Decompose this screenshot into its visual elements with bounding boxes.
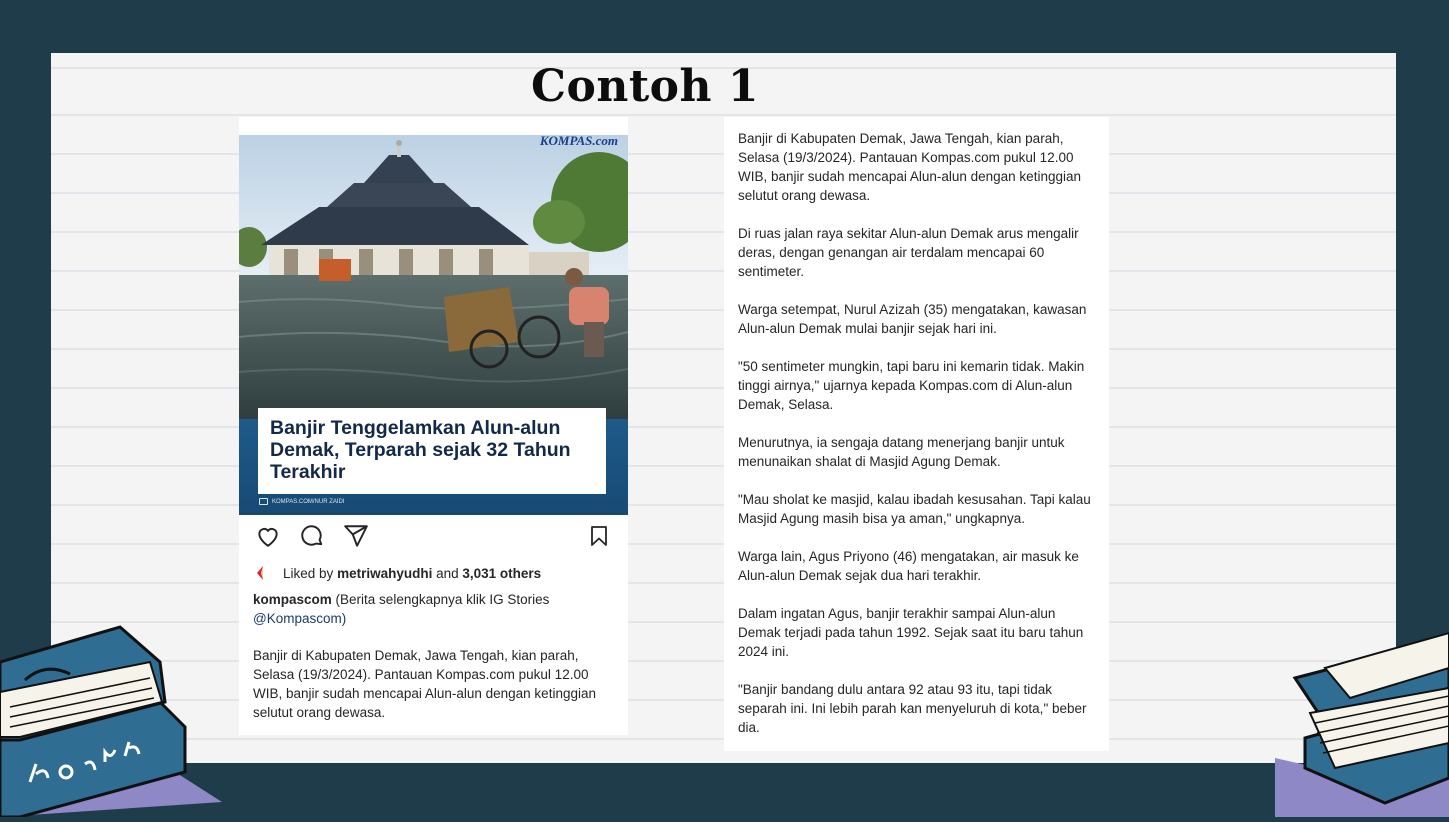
book-stack-left-illustration — [0, 622, 225, 822]
caption-text: (Berita selengkapnya klik IG Stories — [335, 592, 550, 607]
post-body-text: Banjir di Kabupaten Demak, Jawa Tengah, kian parah, Selasa (19/3/2024). Pantauan Kompas.com pukul 12.00 WIB, banjir sudah mencapai Alun-alun dengan ketinggian selutut orang dewasa. — [253, 648, 596, 720]
headline-box — [258, 408, 606, 494]
instagram-post — [239, 117, 628, 735]
comment-icon[interactable] — [299, 523, 325, 554]
send-icon[interactable] — [343, 523, 369, 554]
article-paragraph: "50 sentimeter mungkin, tapi baru ini kemarin tidak. Makin tinggi airnya," ujarnya kepada Kompas.com di Alun-alun Demak, Selasa. — [738, 359, 1085, 412]
post-image[interactable] — [239, 127, 628, 515]
heart-icon[interactable] — [255, 523, 281, 554]
article-paragraph: Dalam ingatan Agus, banjir terakhir sampai Alun-alun Demak terjadi pada tahun 1992. Sejak saat itu baru tahun 2024 ini. — [738, 606, 1084, 659]
caption-mention[interactable]: @Kompascom) — [253, 611, 347, 626]
liker-avatar[interactable] — [253, 565, 269, 581]
photo-credit — [259, 498, 345, 505]
slide-title: Contoh 1 — [531, 61, 759, 112]
book-stack-right-illustration — [1265, 628, 1449, 822]
article-panel — [724, 117, 1109, 751]
article-paragraph: Di ruas jalan raya sekitar Alun-alun Demak arus mengalir deras, dengan genangan air terdalam mencapai 60 sentimeter. — [738, 226, 1079, 279]
article-paragraph: Warga lain, Agus Priyono (46) mengatakan, air masuk ke Alun-alun Demak sejak dua hari terakhir. — [738, 549, 1079, 583]
article-paragraph: Menurutnya, ia sengaja datang menerjang banjir untuk menunaikan shalat di Masjid Agung Demak. — [738, 435, 1065, 469]
post-caption — [253, 590, 603, 628]
slide — [51, 53, 1396, 763]
liked-by-and: and — [436, 565, 459, 581]
caption-username[interactable]: kompascom — [253, 592, 332, 607]
post-actions — [253, 523, 613, 551]
post-headline: Banjir Tenggelamkan Alun-alun Demak, Terparah sejak 32 Tahun Terakhir — [270, 417, 571, 483]
bookmark-icon[interactable] — [587, 523, 611, 554]
camera-icon — [259, 498, 268, 505]
liked-by-prefix: Liked by — [283, 565, 334, 581]
liked-by-others[interactable]: 3,031 others — [462, 565, 542, 581]
article-paragraph: Banjir di Kabupaten Demak, Jawa Tengah, kian parah, Selasa (19/3/2024). Pantauan Kompas.com pukul 12.00 WIB, banjir sudah mencapai Alun-alun dengan ketinggian selutut orang dewasa. — [738, 131, 1081, 203]
article-paragraph: "Banjir bandang dulu antara 92 atau 93 itu, tapi tidak separah ini. Ini lebih parah kan menyeluruh di kota," beber dia. — [738, 682, 1087, 735]
photo-credit-text: KOMPAS.COM/NUR ZAIDI — [272, 498, 345, 505]
kompas-logo: KOMPAS.com — [539, 133, 618, 148]
liked-by — [253, 565, 541, 581]
article-paragraph: Warga setempat, Nurul Azizah (35) mengatakan, kawasan Alun-alun Demak mulai banjir sejak hari ini. — [738, 302, 1087, 336]
liked-by-user[interactable]: metriwahyudhi — [337, 565, 433, 581]
article-paragraph: "Mau sholat ke masjid, kalau ibadah kesusahan. Tapi kalau Masjid Agung masih bisa ya aman," ungkapnya. — [738, 492, 1091, 526]
